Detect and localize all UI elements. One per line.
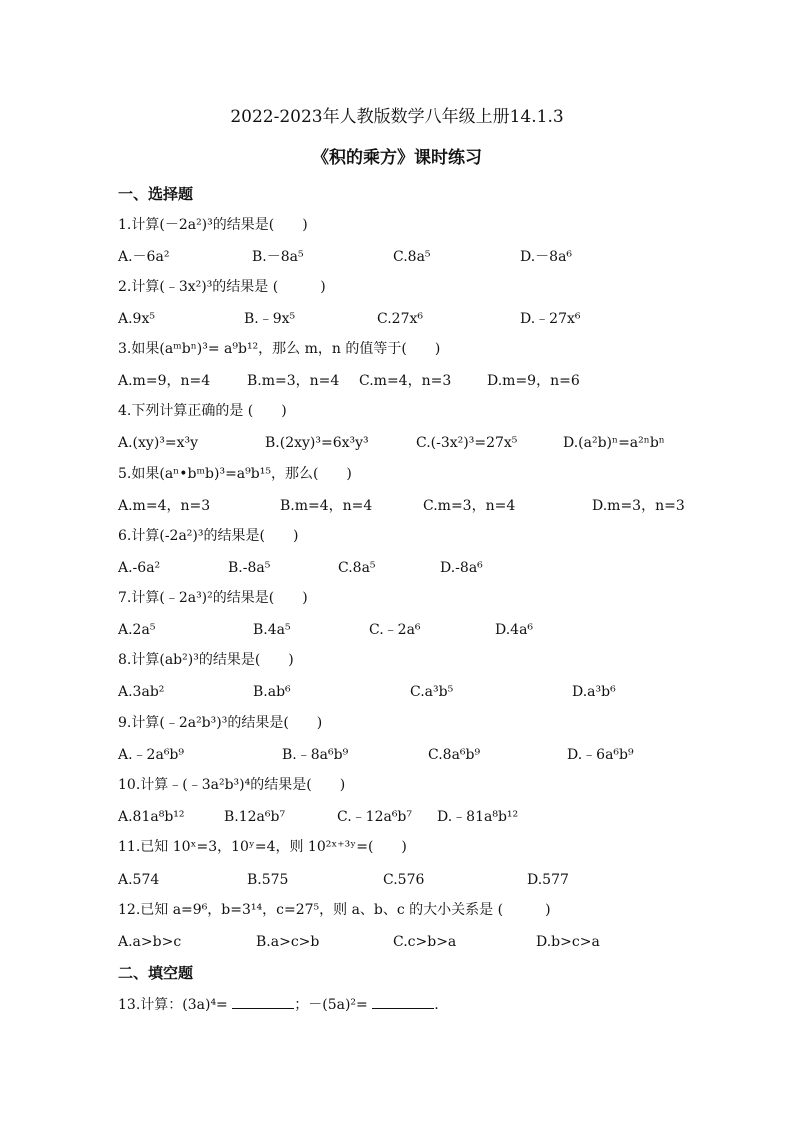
question-11-option-b: B.575: [247, 872, 289, 888]
question-5-option-d: D.m=3，n=3: [592, 498, 685, 514]
page-subtitle: 《积的乘方》课时练习: [312, 148, 482, 168]
question-9-stem: 9.计算(﹣2a²b³)³的结果是( ): [118, 715, 323, 731]
question-4-stem: 4.下列计算正确的是 ( ): [118, 403, 287, 419]
answer-blank-2[interactable]: [372, 996, 434, 1009]
question-10-stem: 10.计算﹣(﹣3a²b³)⁴的结果是( ): [118, 777, 346, 793]
question-11-option-c: C.576: [383, 872, 425, 888]
question-12-option-d: D.b>c>a: [536, 934, 600, 950]
question-10-option-a: A.81a⁸b¹²: [118, 809, 185, 825]
question-2-option-b: B.﹣9x⁵: [244, 311, 296, 327]
question-6-option-a: A.-6a²: [118, 560, 161, 576]
question-6-stem: 6.计算(-2a²)³的结果是( ): [118, 528, 299, 544]
question-3-option-d: D.m=9，n=6: [487, 373, 580, 389]
question-10-option-c: C.﹣12a⁶b⁷: [337, 809, 413, 825]
question-1-option-d: D.－8a⁶: [520, 249, 573, 265]
question-1-option-b: B.－8a⁵: [252, 249, 304, 265]
question-7-option-a: A.2a⁵: [118, 622, 156, 638]
page-title: 2022-2023年人教版数学八年级上册14.1.3: [230, 107, 564, 127]
question-9-option-b: B.﹣8a⁶b⁹: [282, 747, 349, 763]
question-8-option-a: A.3ab²: [118, 684, 165, 700]
question-6-option-c: C.8a⁵: [338, 560, 376, 576]
question-13-end: .: [434, 997, 439, 1013]
question-7-stem: 7.计算(﹣2a³)²的结果是( ): [118, 590, 308, 606]
question-13: [118, 996, 439, 1014]
question-13-separator: ；－(5a)²=: [294, 997, 368, 1013]
question-10-option-d: D.﹣81a⁸b¹²: [437, 809, 519, 825]
answer-blank-1[interactable]: [232, 996, 294, 1009]
question-10-option-b: B.12a⁶b⁷: [224, 809, 286, 825]
question-4-option-b: B.(2xy)³=6x³y³: [265, 435, 369, 451]
question-8-stem: 8.计算(ab²)³的结果是( ): [118, 652, 294, 668]
question-4-option-c: C.(-3x²)³=27x⁵: [416, 435, 518, 451]
question-9-option-d: D.﹣6a⁶b⁹: [567, 747, 634, 763]
question-6-option-d: D.-8a⁶: [440, 560, 483, 576]
question-12-option-a: A.a>b>c: [118, 934, 182, 950]
question-8-option-b: B.ab⁶: [253, 684, 291, 700]
question-4-option-d: D.(a²b)ⁿ=a²ⁿbⁿ: [563, 435, 665, 451]
question-11-option-a: A.574: [118, 872, 160, 888]
question-1-option-c: C.8a⁵: [393, 249, 431, 265]
section-fill-heading: 二、填空题: [118, 964, 194, 982]
question-12-option-c: C.c>b>a: [393, 934, 457, 950]
question-5-option-c: C.m=3，n=4: [423, 498, 516, 514]
question-6-option-b: B.-8a⁵: [228, 560, 271, 576]
question-2-option-c: C.27x⁶: [377, 311, 423, 327]
question-5-stem: 5.如果(aⁿ•bᵐb)³=a⁹b¹⁵，那么( ): [118, 466, 352, 482]
question-1-option-a: A.－6a²: [118, 249, 170, 265]
question-11-stem: 11.已知 10ˣ=3，10ʸ=4，则 10²ˣ⁺³ʸ=( ): [118, 839, 407, 855]
question-5-option-a: A.m=4，n=3: [118, 498, 211, 514]
question-7-option-c: C.﹣2a⁶: [369, 622, 421, 638]
question-3-option-b: B.m=3，n=4: [247, 373, 340, 389]
question-13-part1: 13.计算：(3a)⁴=: [118, 997, 228, 1013]
question-9-option-c: C.8a⁶b⁹: [428, 747, 481, 763]
question-2-option-d: D.﹣27x⁶: [520, 311, 581, 327]
question-8-option-c: C.a³b⁵: [410, 684, 454, 700]
question-9-option-a: A.﹣2a⁶b⁹: [118, 747, 185, 763]
question-2-option-a: A.9x⁵: [118, 311, 155, 327]
question-3-option-c: C.m=4，n=3: [359, 373, 452, 389]
question-4-option-a: A.(xy)³=x³y: [118, 435, 199, 451]
question-8-option-d: D.a³b⁶: [572, 684, 616, 700]
question-12-stem: 12.已知 a=9⁶，b=3¹⁴，c=27⁵，则 a、b、c 的大小关系是 ( ): [118, 902, 551, 918]
question-12-option-b: B.a>c>b: [256, 934, 320, 950]
question-1-stem: 1.计算(－2a²)³的结果是( ): [118, 217, 308, 233]
question-11-option-d: D.577: [527, 872, 569, 888]
section-choice-heading: 一、选择题: [118, 185, 194, 203]
question-3-option-a: A.m=9，n=4: [118, 373, 211, 389]
question-5-option-b: B.m=4，n=4: [280, 498, 373, 514]
question-3-stem: 3.如果(aᵐbⁿ)³= a⁹b¹²，那么 m，n 的值等于( ): [118, 341, 441, 357]
question-2-stem: 2.计算(﹣3x²)³的结果是 ( ): [118, 279, 326, 295]
question-7-option-d: D.4a⁶: [495, 622, 534, 638]
question-7-option-b: B.4a⁵: [253, 622, 291, 638]
